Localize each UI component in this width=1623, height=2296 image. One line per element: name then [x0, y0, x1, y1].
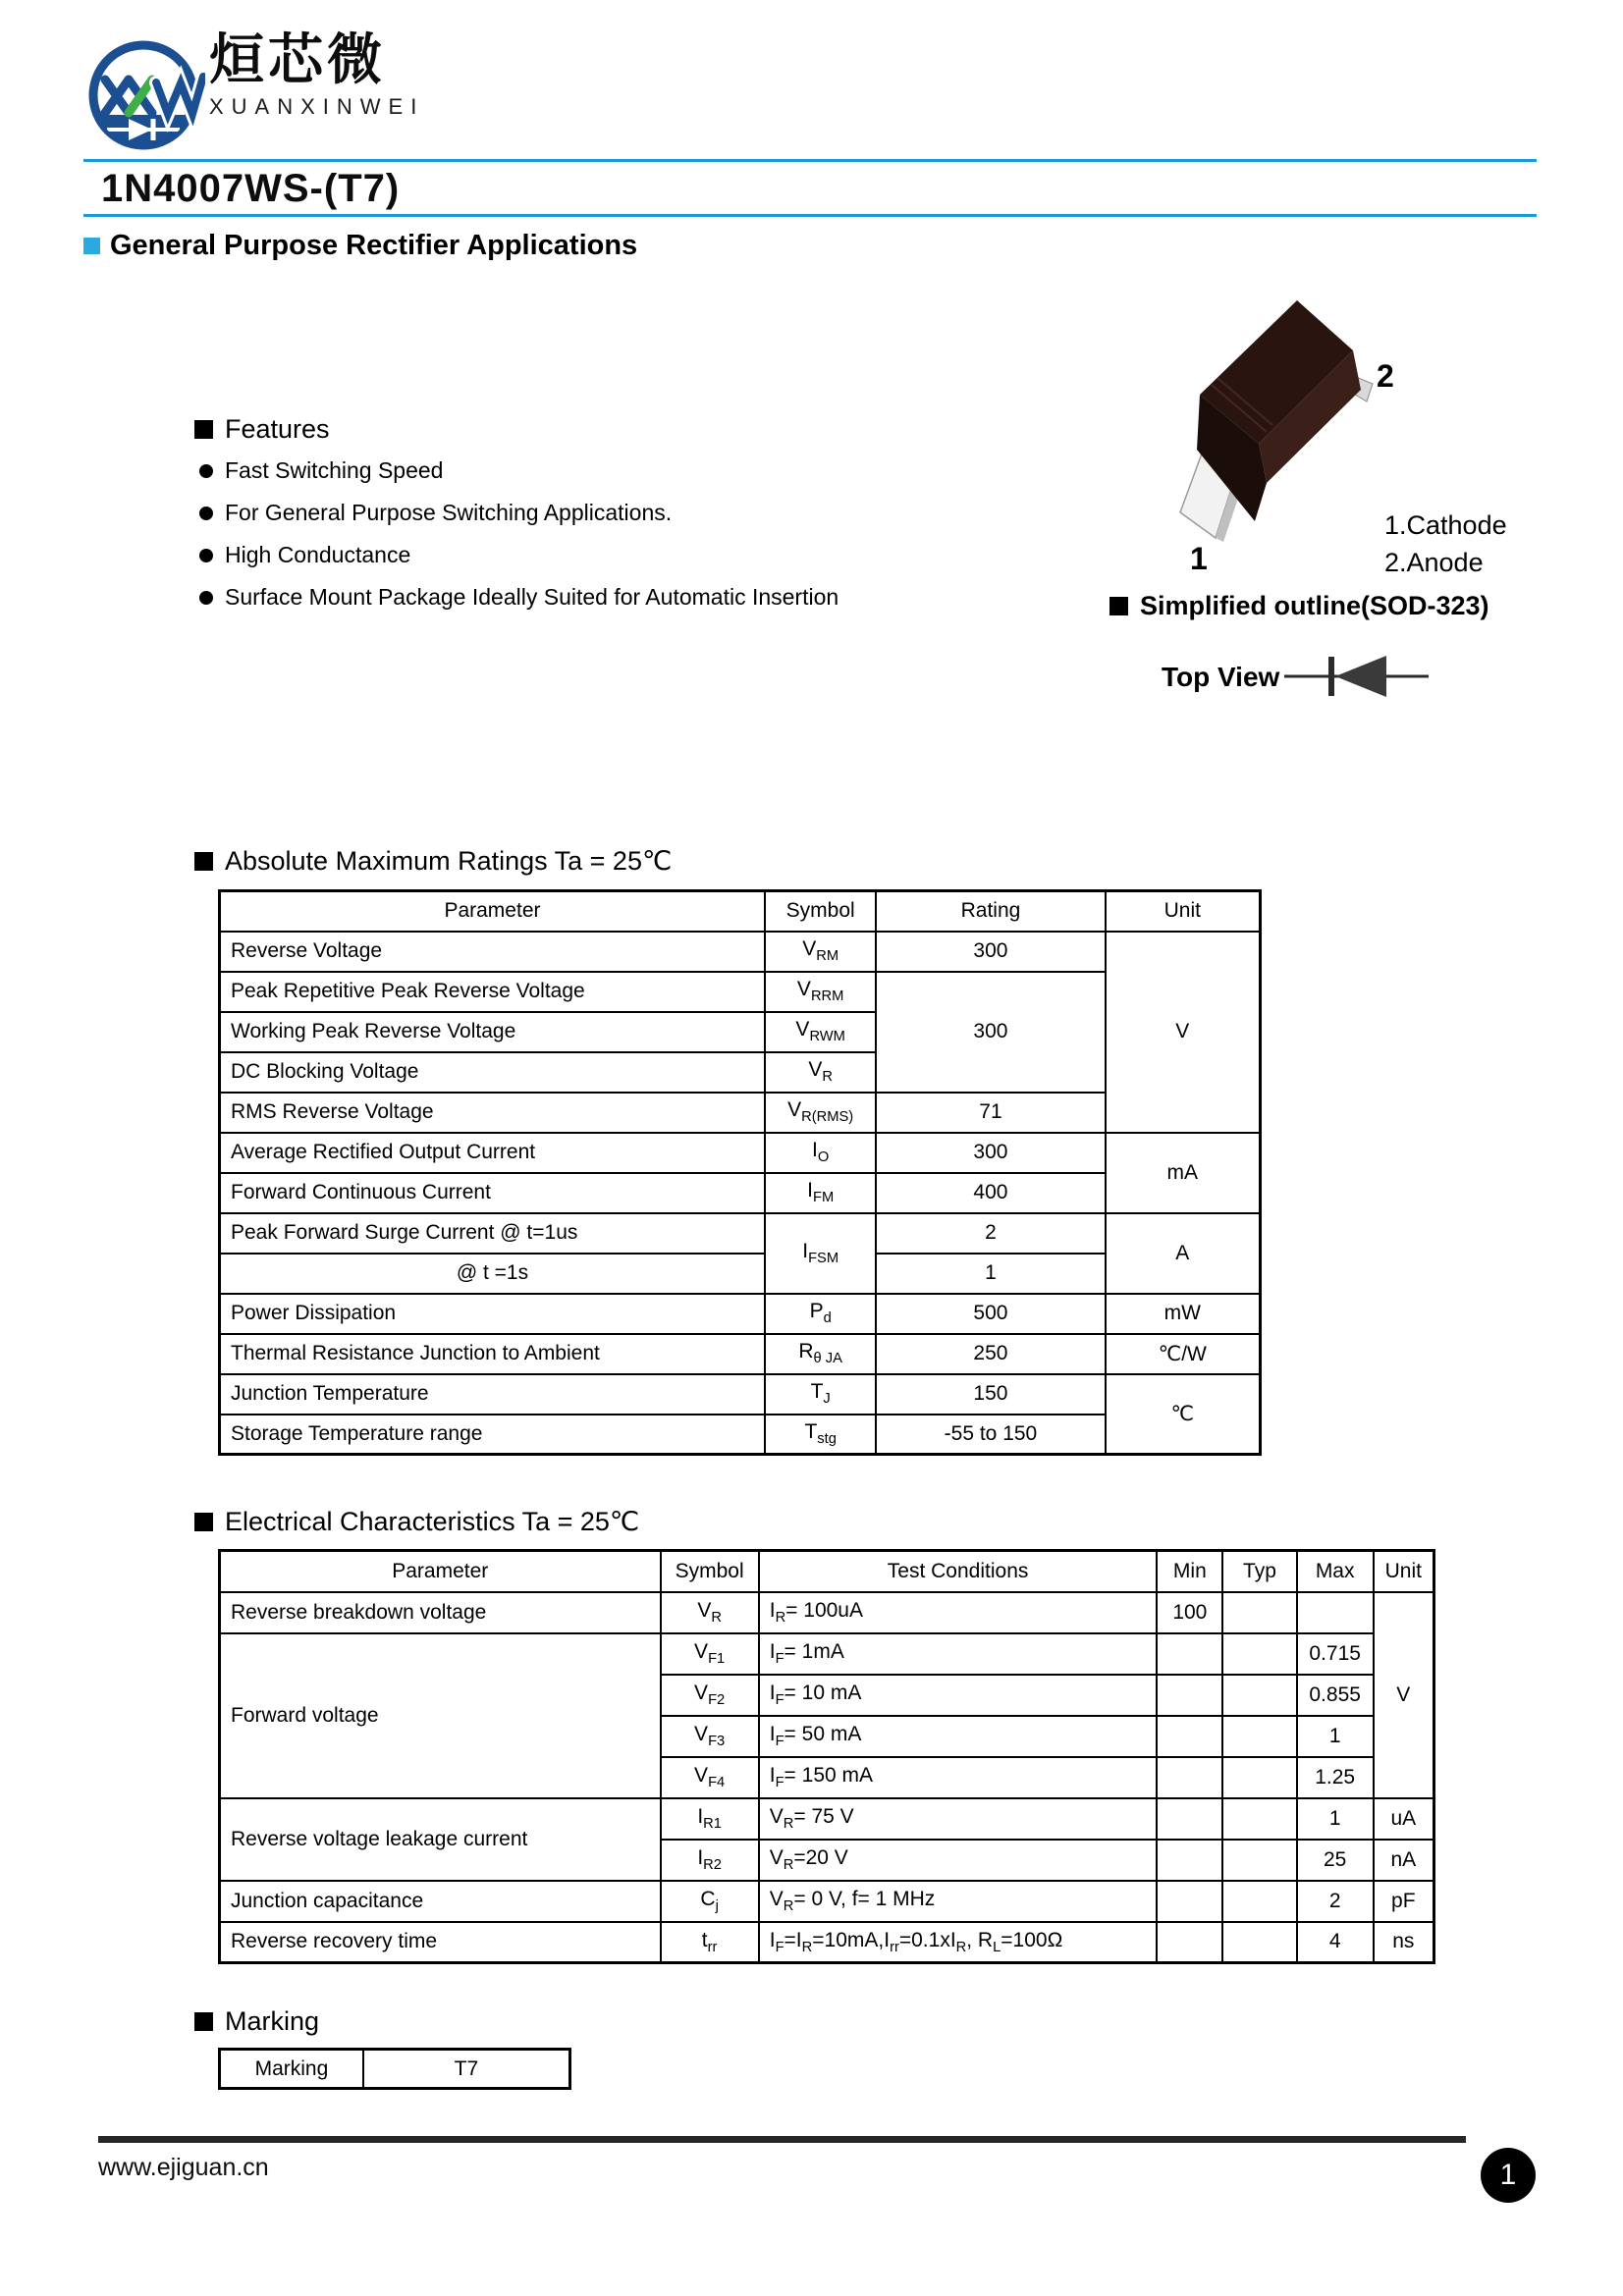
feature-item: [199, 542, 410, 568]
cell-rating: 150: [876, 1374, 1105, 1415]
bullet-icon: [199, 591, 213, 605]
brand-name-chinese: 烜芯微: [209, 28, 386, 90]
table-row: [220, 1093, 1261, 1133]
cell-rating: 300: [876, 972, 1105, 1093]
cell-min: 100: [1157, 1592, 1222, 1633]
cell-max: [1297, 1592, 1374, 1633]
cell-symbol: $I_O$: [765, 1133, 876, 1173]
header-divider-top: [83, 159, 1537, 162]
cell-max: 1.25: [1297, 1757, 1374, 1798]
cell-min: [1157, 1922, 1222, 1963]
footer-website: www.ejiguan.cn: [98, 2154, 269, 2181]
section-bullet-icon: [194, 2012, 213, 2031]
table-header-row: [220, 1551, 1434, 1592]
cell-max: 4: [1297, 1922, 1374, 1963]
cell-typ: [1222, 1922, 1296, 1963]
cell-rating: 400: [876, 1173, 1105, 1213]
cell-typ: [1222, 1840, 1296, 1881]
cell-conditions: $I_F= 1mA$: [759, 1633, 1158, 1675]
table-row: [220, 1254, 1261, 1294]
table-row: [220, 1798, 1434, 1840]
cell-typ: [1222, 1675, 1296, 1716]
feature-item: [199, 457, 443, 484]
col-conditions: Test Conditions: [759, 1551, 1158, 1592]
page-title: 1N4007WS-(T7): [101, 167, 401, 210]
cell-symbol: $V_{R(RMS)}$: [765, 1093, 876, 1133]
col-max: Max: [1297, 1551, 1374, 1592]
section-bullet-icon: [194, 1513, 213, 1531]
feature-text: Fast Switching Speed: [225, 457, 444, 483]
cell-typ: [1222, 1633, 1296, 1675]
cell-rating: -55 to 150: [876, 1415, 1105, 1455]
abs-max-heading-label: Absolute Maximum Ratings Ta = 25℃: [225, 846, 673, 876]
cell-symbol: $V_{RM}$: [765, 932, 876, 972]
cell-parameter: Working Peak Reverse Voltage: [220, 1012, 765, 1052]
cell-rating: 1: [876, 1254, 1105, 1294]
feature-text: Surface Mount Package Ideally Suited for Automatic Insertion: [225, 584, 839, 610]
table-row: [220, 1415, 1261, 1455]
cell-typ: [1222, 1757, 1296, 1798]
abs-max-table: [218, 889, 1262, 1456]
feature-text: High Conductance: [225, 542, 411, 567]
cell-conditions: $V_R= 75$ V: [759, 1798, 1158, 1840]
table-row: [220, 1173, 1261, 1213]
pin2-name: 2.Anode: [1384, 548, 1484, 577]
cell-typ: [1222, 1592, 1296, 1633]
svg-text:1: 1: [1190, 541, 1208, 576]
table-row: [220, 1633, 1434, 1675]
cell-typ: [1222, 1881, 1296, 1922]
features-heading-label: Features: [225, 414, 330, 444]
cell-conditions: $V_R= 0$ V, f= 1 MHz: [759, 1881, 1158, 1922]
col-parameter: Parameter: [220, 891, 765, 932]
table-row: [220, 1294, 1261, 1334]
cell-max: 25: [1297, 1840, 1374, 1881]
cell-unit: mW: [1106, 1294, 1261, 1334]
cell-symbol: $t_{rr}$: [661, 1922, 759, 1963]
bullet-icon: [199, 549, 213, 562]
header-divider-bottom: [83, 214, 1537, 217]
cell-symbol: $V_{F1}$: [661, 1633, 759, 1675]
outline-heading: [1109, 591, 1489, 621]
cell-conditions: $I_F= 50$ mA: [759, 1716, 1158, 1757]
cell-min: [1157, 1716, 1222, 1757]
cell-symbol: $V_{F4}$: [661, 1757, 759, 1798]
page-number: 1: [1499, 2159, 1517, 2191]
cell-parameter: Junction capacitance: [220, 1881, 661, 1922]
cell-rating: 71: [876, 1093, 1105, 1133]
pin1-name: 1.Cathode: [1384, 510, 1507, 540]
feature-item: [199, 584, 839, 611]
col-unit: Unit: [1106, 891, 1261, 932]
cell-unit: ℃: [1106, 1374, 1261, 1455]
section-bullet-icon: [194, 852, 213, 871]
electrical-heading: [194, 1507, 639, 1537]
cell-rating: 300: [876, 932, 1105, 972]
cell-marking-label: Marking: [220, 2050, 363, 2089]
cell-parameter: Peak Repetitive Peak Reverse Voltage: [220, 972, 765, 1012]
table-header-row: [220, 891, 1261, 932]
cell-typ: [1222, 1798, 1296, 1840]
cell-parameter: Junction Temperature: [220, 1374, 765, 1415]
col-symbol: Symbol: [661, 1551, 759, 1592]
cell-symbol: $V_R$: [765, 1052, 876, 1093]
cell-parameter: Reverse voltage leakage current: [220, 1798, 661, 1881]
application-subtitle: General Purpose Rectifier Applications: [110, 230, 638, 261]
electrical-heading-label: Electrical Characteristics Ta = 25℃: [225, 1507, 640, 1536]
cell-min: [1157, 1798, 1222, 1840]
package-3d-illustration: [1119, 275, 1424, 579]
cell-symbol: $T_{stg}$: [765, 1415, 876, 1455]
cell-min: [1157, 1757, 1222, 1798]
cell-conditions: $I_R= 100uA$: [759, 1592, 1158, 1633]
marking-heading-label: Marking: [225, 2006, 320, 2036]
col-min: Min: [1157, 1551, 1222, 1592]
cell-max: 0.715: [1297, 1633, 1374, 1675]
cell-symbol: $V_{RWM}$: [765, 1012, 876, 1052]
cell-parameter: Reverse Voltage: [220, 932, 765, 972]
table-row: [220, 1922, 1434, 1963]
table-row: [220, 1592, 1434, 1633]
col-rating: Rating: [876, 891, 1105, 932]
cell-parameter: Forward voltage: [220, 1633, 661, 1798]
company-logo-icon: [81, 37, 205, 153]
cell-symbol: $I_{FSM}$: [765, 1213, 876, 1294]
cell-min: [1157, 1881, 1222, 1922]
cell-min: [1157, 1675, 1222, 1716]
cell-typ: [1222, 1716, 1296, 1757]
features-heading: [194, 414, 330, 445]
cell-max: 0.855: [1297, 1675, 1374, 1716]
table-row: [220, 1881, 1434, 1922]
abs-max-heading: [194, 846, 672, 877]
cell-marking-value: T7: [363, 2050, 570, 2089]
cell-parameter: DC Blocking Voltage: [220, 1052, 765, 1093]
cell-parameter: Reverse breakdown voltage: [220, 1592, 661, 1633]
cell-symbol: $V_{F3}$: [661, 1716, 759, 1757]
cell-symbol: $I_{R2}$: [661, 1840, 759, 1881]
cell-rating: 300: [876, 1133, 1105, 1173]
page-number-badge: [1481, 2148, 1536, 2203]
cell-parameter: Peak Forward Surge Current @ t=1us: [220, 1213, 765, 1254]
col-unit: Unit: [1374, 1551, 1434, 1592]
footer-divider: [98, 2136, 1466, 2143]
svg-text:2: 2: [1377, 358, 1394, 394]
diode-symbol-icon: [1276, 654, 1438, 699]
cell-symbol: $P_d$: [765, 1294, 876, 1334]
marking-table: [218, 2048, 571, 2090]
cell-unit: mA: [1106, 1133, 1261, 1213]
cell-symbol: $V_{F2}$: [661, 1675, 759, 1716]
cell-parameter: Storage Temperature range: [220, 1415, 765, 1455]
cell-parameter: Power Dissipation: [220, 1294, 765, 1334]
table-row: [220, 1334, 1261, 1374]
cell-symbol: $V_{RRM}$: [765, 972, 876, 1012]
table-row: [220, 1374, 1261, 1415]
bullet-icon: [199, 464, 213, 478]
cell-unit: uA: [1374, 1798, 1434, 1840]
cell-symbol: $C_j$: [661, 1881, 759, 1922]
cell-unit: A: [1106, 1213, 1261, 1294]
bullet-icon: [199, 507, 213, 520]
cell-symbol: $R_{\theta JA}$: [765, 1334, 876, 1374]
cell-unit: ns: [1374, 1922, 1434, 1963]
cell-parameter: Average Rectified Output Current: [220, 1133, 765, 1173]
cell-symbol: $T_J$: [765, 1374, 876, 1415]
cell-symbol: $I_{FM}$: [765, 1173, 876, 1213]
table-row: [220, 972, 1261, 1012]
section-bullet-icon: [194, 420, 213, 439]
electrical-table: [218, 1549, 1435, 1964]
cell-unit: pF: [1374, 1881, 1434, 1922]
col-symbol: Symbol: [765, 891, 876, 932]
feature-text: For General Purpose Switching Applications.: [225, 500, 673, 525]
cell-max: 1: [1297, 1716, 1374, 1757]
table-row: [220, 1133, 1261, 1173]
col-typ: Typ: [1222, 1551, 1296, 1592]
cell-symbol: $I_{R1}$: [661, 1798, 759, 1840]
table-row: [220, 1213, 1261, 1254]
cell-max: 1: [1297, 1798, 1374, 1840]
section-bullet-icon: [1109, 597, 1128, 615]
marking-heading: [194, 2006, 319, 2037]
col-parameter: Parameter: [220, 1551, 661, 1592]
cell-symbol: $V_R$: [661, 1592, 759, 1633]
table-row: [220, 932, 1261, 972]
top-view-label: Top View: [1162, 662, 1280, 692]
cell-unit: nA: [1374, 1840, 1434, 1881]
cell-unit: ℃/W: [1106, 1334, 1261, 1374]
cell-unit: V: [1374, 1592, 1434, 1798]
cell-rating: 2: [876, 1213, 1105, 1254]
cell-conditions: $I_F=I_R=10mA,I_{rr}=0.1xI_R$, $R_L=100\Omega$: [759, 1922, 1158, 1963]
cell-conditions: $V_R=20$ V: [759, 1840, 1158, 1881]
table-row: [220, 2050, 570, 2089]
cell-min: [1157, 1633, 1222, 1675]
cell-parameter: Forward Continuous Current: [220, 1173, 765, 1213]
cell-parameter: @ t =1s: [220, 1254, 765, 1294]
cell-max: 2: [1297, 1881, 1374, 1922]
cell-min: [1157, 1840, 1222, 1881]
cell-parameter: Reverse recovery time: [220, 1922, 661, 1963]
brand-name-english: XUANXINWEI: [209, 94, 425, 119]
cell-conditions: $I_F= 10$ mA: [759, 1675, 1158, 1716]
cell-rating: 500: [876, 1294, 1105, 1334]
cell-parameter: RMS Reverse Voltage: [220, 1093, 765, 1133]
cell-rating: 250: [876, 1334, 1105, 1374]
outline-heading-label: Simplified outline(SOD-323): [1140, 591, 1489, 620]
cell-unit: V: [1106, 932, 1261, 1133]
subtitle-bullet: [83, 238, 100, 254]
cell-conditions: $I_F= 150$ mA: [759, 1757, 1158, 1798]
feature-item: [199, 500, 672, 526]
cell-parameter: Thermal Resistance Junction to Ambient: [220, 1334, 765, 1374]
